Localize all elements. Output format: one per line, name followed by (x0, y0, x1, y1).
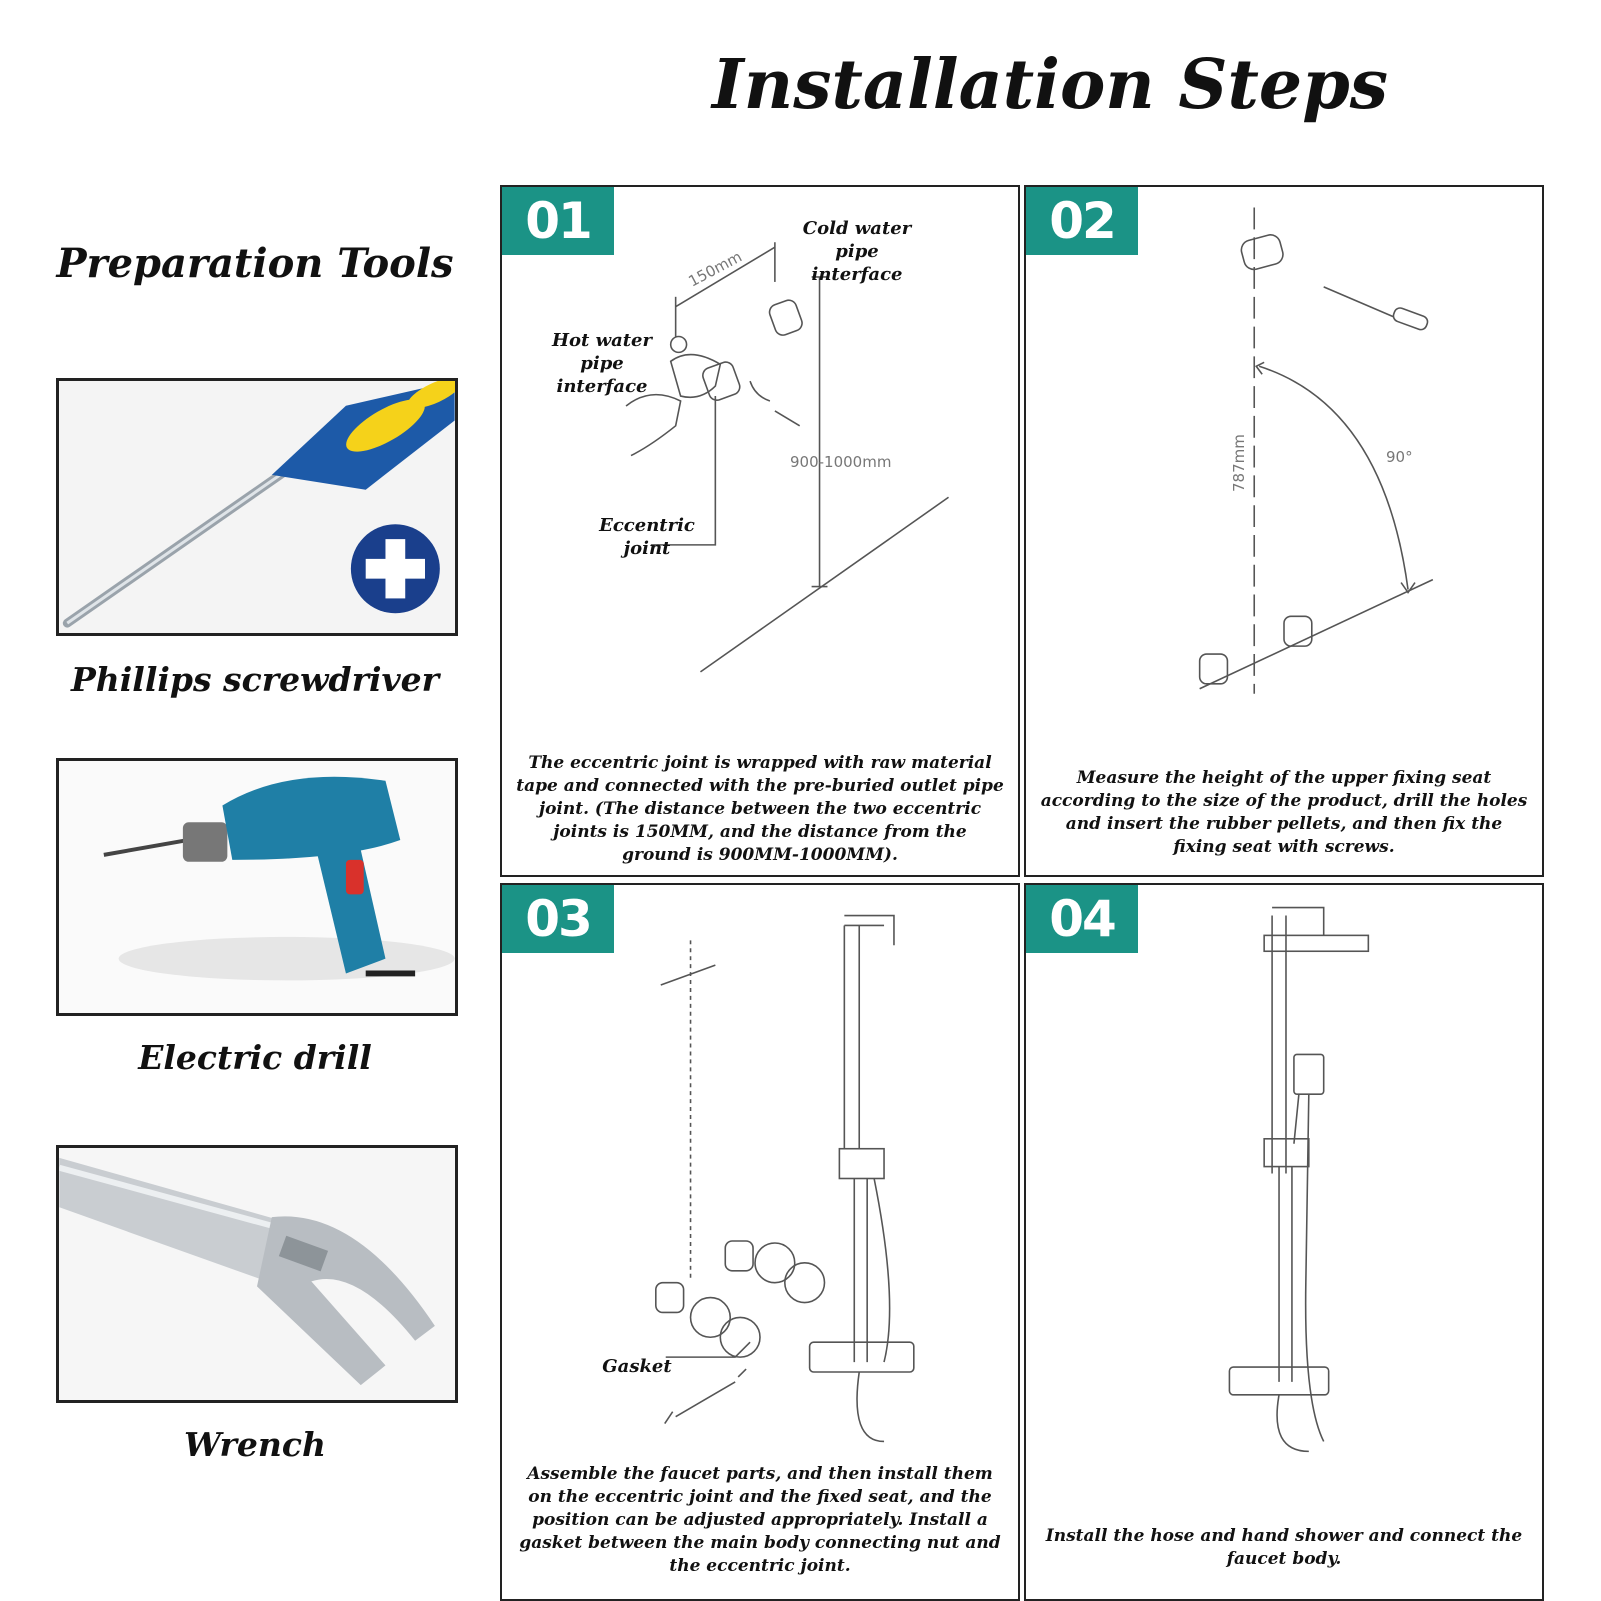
step-caption-03: Assemble the faucet parts, and then install them on the eccentric joint and the fixed seat, and the position can be adjusted appropriately. Install a gasket between the main body connecting nut and the eccentric joint. (519, 1464, 1001, 1576)
callout-hot-water: Hot water pipe interface (551, 330, 652, 397)
dimension-height: 900-1000mm (790, 453, 892, 471)
callout-gasket: Gasket (602, 1356, 672, 1377)
tool-label-screwdriver: Phillips screwdriver (70, 660, 440, 699)
step-panel-03 (500, 883, 1020, 1601)
preparation-tools-heading: Preparation Tools (56, 240, 454, 287)
electric-drill-icon (59, 761, 455, 1013)
wrench-icon (59, 1148, 455, 1400)
step-number-03: 03 (502, 885, 614, 953)
dimension-height: 787mm (1230, 434, 1248, 492)
step-number-04: 04 (1026, 885, 1138, 953)
callout-eccentric-joint: Eccentric joint (599, 515, 695, 559)
callout-cold-water: Cold water pipe interface (802, 218, 912, 285)
step-number-02: 02 (1026, 187, 1138, 255)
step-caption-02: Measure the height of the upper fixing seat according to the size of the product, drill the holes and insert the rubber pellets, and then fix the fixing seat with screws. (1040, 768, 1528, 857)
step-panel-02 (1024, 185, 1544, 877)
electric-drill-image (56, 758, 458, 1016)
tool-label-wrench: Wrench (183, 1425, 327, 1464)
phillips-screwdriver-image (56, 378, 458, 636)
step-panel-04 (1024, 883, 1544, 1601)
step-panel-01 (500, 185, 1020, 877)
phillips-screwdriver-icon (59, 381, 455, 633)
step-caption-04: Install the hose and hand shower and connect the faucet body. (1045, 1526, 1523, 1569)
step-number-01: 01 (502, 187, 614, 255)
page-title: Installation Steps (711, 45, 1389, 125)
wrench-image (56, 1145, 458, 1403)
dimension-spacing: 150mm (685, 247, 745, 291)
step-04-diagram (1026, 885, 1542, 1599)
dimension-angle: 90° (1386, 448, 1413, 466)
tool-label-drill: Electric drill (138, 1038, 372, 1077)
step-caption-01: The eccentric joint is wrapped with raw material tape and connected with the pre-buried outlet pipe joint. (The distance between the two eccentric joints is 150MM, and the distance from the ground is 900MM-1000MM). (516, 753, 1004, 865)
